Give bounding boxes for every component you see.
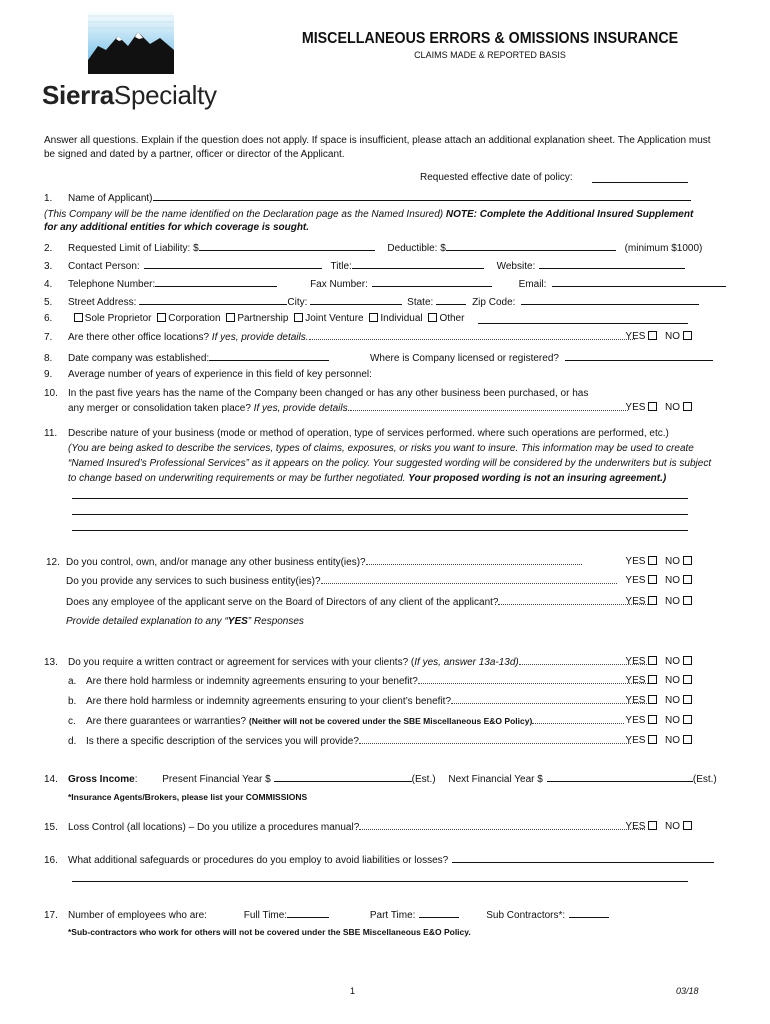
city-field[interactable] (310, 294, 402, 305)
q14-row: 14. Gross Income: Present Financial Year $ (Est.) Next Financial Year $ (Est.) (44, 771, 694, 785)
established-date-field[interactable] (209, 350, 329, 361)
partnership-checkbox[interactable] (226, 313, 235, 322)
deductible-field[interactable] (446, 240, 616, 251)
q12-no-checkbox[interactable] (683, 556, 692, 565)
corporation-checkbox[interactable] (157, 313, 166, 322)
page-number: 1 (350, 986, 356, 996)
q13-row: 13. Do you require a written contract or agreement for services with your clients? (If yes, answer 13a-13d) YES NO (44, 656, 694, 668)
q12c-row: Does any employee of the applicant serve on the Board of Directors of any client of the applicant? YES NO (66, 596, 694, 608)
q11-row-4: to change based on underwriting requirements or may be further negotiated. Your proposed wording is not an insuring agreement.) (68, 473, 667, 484)
contact-person-field[interactable] (144, 258, 322, 269)
sole-proprietor-checkbox[interactable] (74, 313, 83, 322)
q13-no-checkbox[interactable] (683, 656, 692, 665)
part-time-field[interactable] (419, 907, 459, 918)
q13-yes-checkbox[interactable] (648, 656, 657, 665)
q7-row: 7. Are there other office locations? If yes, provide details. YES NO (44, 331, 694, 343)
q10-yes-checkbox[interactable] (648, 402, 657, 411)
q15-yes-checkbox[interactable] (648, 821, 657, 830)
q8-row: 8. Date company was established: Where is Company licensed or registered? (44, 350, 694, 364)
zip-field[interactable] (521, 294, 699, 305)
sierra-specialty-logo (88, 10, 174, 74)
q13c-yes-checkbox[interactable] (648, 715, 657, 724)
q10-no-checkbox[interactable] (683, 402, 692, 411)
present-income-field[interactable] (274, 771, 412, 782)
q13d-yes-checkbox[interactable] (648, 735, 657, 744)
q11-answer-line-2[interactable] (72, 514, 688, 515)
q11-row-2: (You are being asked to describe the services, types of claims, exposures, or risks you want to insure. This information may be used to create (68, 443, 694, 454)
licensed-where-field[interactable] (565, 350, 713, 361)
q17-row: 17. Number of employees who are: Full Time: Part Time: Sub Contractors*: (44, 907, 694, 921)
q11-row: 11. Describe nature of your business (mode or method of operation, type of services performed. where such operations are performed, etc.) (44, 428, 669, 439)
fax-field[interactable] (372, 276, 492, 287)
q1-note: (This Company will be the name identified on the Declaration page as the Named Insured) NOTE: Complete the Additional Insured Supplement for any additional entities for which coverage is sought. (44, 209, 694, 233)
q13d-no-checkbox[interactable] (683, 735, 692, 744)
q4-row: 4. Telephone Number: Fax Number: Email: (44, 276, 694, 290)
website-field[interactable] (539, 258, 685, 269)
applicant-name-field[interactable] (153, 190, 691, 201)
q15-no-checkbox[interactable] (683, 821, 692, 830)
effective-date-field[interactable] (592, 172, 688, 183)
limit-field[interactable] (199, 240, 375, 251)
q12c-no-checkbox[interactable] (683, 596, 692, 605)
q12b-row: Do you provide any services to such business entity(ies)? YES NO (66, 575, 694, 587)
sub-contractors-field[interactable] (569, 907, 609, 918)
q12b-no-checkbox[interactable] (683, 575, 692, 584)
next-income-field[interactable] (547, 771, 693, 782)
q7-yes-checkbox[interactable] (648, 331, 657, 340)
q2-row: 2. Requested Limit of Liability: $ Deductible: $ (minimum $1000) (44, 240, 694, 254)
q17-note: *Sub-contractors who work for others will not be covered under the SBE Miscellaneous E&O Policy. (68, 927, 471, 937)
full-time-field[interactable] (287, 907, 329, 918)
q11-row-3: “Named Insured’s Professional Services” as it appears on the policy. Your suggested wording will be considered by the underwriters but is subject (68, 458, 712, 469)
q12-note: Provide detailed explanation to any “YES” Responses (66, 616, 304, 627)
q13d-row: d. Is there a specific description of the services you will provide? YES NO (44, 735, 694, 747)
q13c-no-checkbox[interactable] (683, 715, 692, 724)
title-field[interactable] (352, 258, 484, 269)
telephone-field[interactable] (155, 276, 277, 287)
page-subtitle: CLAIMS MADE & REPORTED BASIS (414, 50, 566, 60)
q3-row: 3. Contact Person: Title: Website: (44, 258, 694, 272)
q12-row: 12. Do you control, own, and/or manage any other business entity(ies)? YES NO (46, 556, 696, 568)
q13b-row: b. Are there hold harmless or indemnity agreements ensuring to your client’s benefit? YES NO (44, 695, 694, 707)
instructions: Answer all questions. Explain if the question does not apply. If space is insufficient, please attach an additional explanation sheet. The Application must be signed and dated by a partner, officer or director of the Applicant. (44, 135, 711, 160)
q11-answer-line-1[interactable] (72, 498, 688, 499)
q10-row-2: any merger or consolidation taken place? If yes, provide details. YES NO (44, 402, 694, 414)
q13a-yes-checkbox[interactable] (648, 675, 657, 684)
q7-no-checkbox[interactable] (683, 331, 692, 340)
safeguards-field[interactable] (452, 852, 714, 863)
q13a-no-checkbox[interactable] (683, 675, 692, 684)
brand-name: SierraSpecialty (42, 80, 217, 110)
q16-answer-line[interactable] (72, 881, 688, 882)
q13b-yes-checkbox[interactable] (648, 695, 657, 704)
street-field[interactable] (139, 294, 287, 305)
other-field[interactable] (478, 313, 688, 324)
q12b-yes-checkbox[interactable] (648, 575, 657, 584)
page-title: MISCELLANEOUS ERRORS & OMISSIONS INSURANCE (301, 30, 679, 47)
individual-checkbox[interactable] (369, 313, 378, 322)
q12-yes-checkbox[interactable] (648, 556, 657, 565)
q13b-no-checkbox[interactable] (683, 695, 692, 704)
q16-row: 16. What additional safeguards or procedures do you employ to avoid liabilities or losses? (44, 852, 694, 866)
q9-row: 9. Average number of years of experience in this field of key personnel: (44, 369, 372, 380)
email-field[interactable] (552, 276, 726, 287)
q5-row: 5. Street Address: City: State: Zip Code: (44, 294, 694, 308)
q6-row: 6. Sole Proprietor Corporation Partnership Joint Venture Individual Other (44, 313, 694, 324)
q15-row: 15. Loss Control (all locations) – Do you utilize a procedures manual? YES NO (44, 821, 694, 833)
mountain-logo-icon (88, 10, 174, 74)
q12c-yes-checkbox[interactable] (648, 596, 657, 605)
q13c-row: c. Are there guarantees or warranties? (Neither will not be covered under the SBE Miscellaneous E&O Policy) YES NO (44, 715, 694, 727)
q10-row: 10. In the past five years has the name of the Company been changed or has any other business been purchased, or has (44, 388, 589, 399)
q13a-row: a. Are there hold harmless or indemnity agreements ensuring to your benefit? YES NO (44, 675, 694, 687)
q14-note: *Insurance Agents/Brokers, please list your COMMISSIONS (68, 792, 308, 802)
q11-answer-line-3[interactable] (72, 530, 688, 531)
state-field[interactable] (436, 294, 466, 305)
revision-date: 03/18 (676, 986, 699, 996)
q1-row: 1. Name of Applicant) (44, 190, 694, 204)
other-checkbox[interactable] (428, 313, 437, 322)
joint-venture-checkbox[interactable] (294, 313, 303, 322)
